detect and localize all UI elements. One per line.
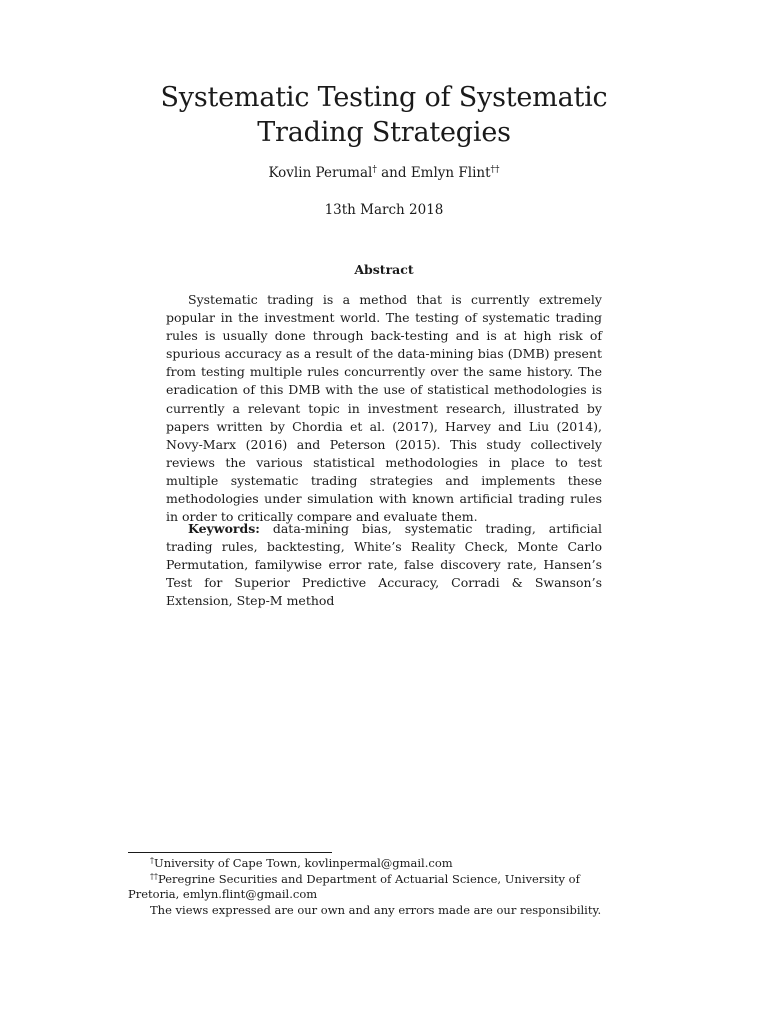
footnote-rule: [128, 852, 332, 853]
author-name: Kovlin Perumal: [268, 165, 373, 181]
footnote-mark: †: [150, 856, 154, 865]
footnote-text: Peregrine Securities and Department of Actuarial Science, University of Pretoria, emlyn.flint@gmail.com: [128, 871, 580, 901]
abstract-heading: Abstract: [354, 262, 414, 277]
author-affiliation-mark: ††: [490, 165, 500, 175]
publication-date: 13th March 2018: [324, 202, 444, 218]
keywords-paragraph: [166, 520, 602, 610]
keywords-label: Keywords:: [188, 521, 260, 536]
author-list: [0, 164, 768, 182]
footnote-mark: ††: [150, 871, 158, 881]
author-separator: and: [376, 165, 411, 181]
keywords-list: data-mining bias, systematic trading, artificial trading rules, backtesting, White’s Reality Check, Monte Carlo Permutation, familywise error rate, false discovery rate, Hansen’s Test for Superior Predictive Accuracy, Corradi & Swanson’s Extension, Step-M method: [166, 521, 602, 609]
footnote-2: [128, 872, 616, 903]
title-line-1: Systematic Testing of Systematic: [160, 82, 608, 113]
footnotes: [128, 856, 616, 918]
title-line-2: Trading Strategies: [257, 117, 511, 148]
paper-title: [0, 80, 768, 150]
abstract-paragraph: Systematic trading is a method that is currently extremely popular in the investment world. The testing of systematic trading rules is usually done through back-testing and is at high risk of spurious accuracy as a result of the data-mining bias (DMB) present from testing multiple rules concurrently over the same history. The eradication of this DMB with the use of statistical methodologies is currently a relevant topic in investment research, illustrated by papers written by Chordia et al. (2017), Harvey and Liu (2014), Novy-Marx (2016) and Peterson (2015). This study collectively reviews the various statistical methodologies in place to test multiple systematic trading strategies and implements these methodologies under simulation with known artificial trading rules in order to critically compare and evaluate them.: [166, 292, 602, 525]
author-name: Emlyn Flint: [410, 165, 491, 181]
footnote-1: [128, 856, 616, 872]
footnote-disclaimer: The views expressed are our own and any errors made are our responsibility.: [150, 902, 602, 917]
author-affiliation-mark: †: [372, 165, 377, 175]
footnote-text: University of Cape Town, kovlinpermal@gmail.com: [154, 856, 453, 870]
